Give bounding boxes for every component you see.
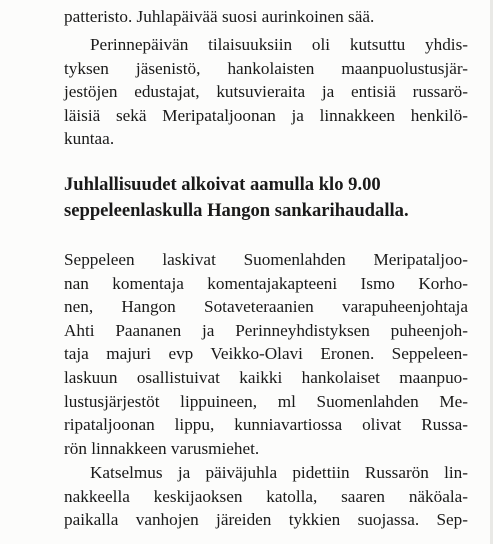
text-line: taja majuri evp Veikko-Olavi Eronen. Seppeleen-: [64, 344, 468, 364]
paragraph-review: [64, 461, 468, 532]
text-line: Seppeleen laskivat Suomenlahden Meripataljoo-: [64, 250, 468, 269]
text-line: Ahti Paananen ja Perinneyhdistyksen puheenjoh-: [64, 320, 468, 340]
paragraph-end-previous: [64, 5, 468, 29]
text-line: nan komentaja komentajakapteeni Ismo Korho-: [64, 273, 468, 293]
section-heading: [64, 172, 468, 223]
text-line: ripataljoonan lippu, kunniavartiossa olivat Russa-: [64, 415, 468, 435]
text-line: rön linnakkeen varusmiehet.: [64, 438, 260, 458]
text-line: Katselmus ja päiväjuhla pidettiin Russarön lin-: [90, 463, 468, 482]
text-line: nakkeella keskijaoksen katolla, saaren näköala-: [64, 486, 468, 506]
text-line: laskuun osallistuivat kaikki hankolaiset maanpuo-: [64, 367, 468, 387]
text-line: kuntaa.: [64, 129, 115, 149]
text-line: patteristo. Juhlapäivää suosi aurinkoinen sää.: [64, 7, 375, 26]
heading-line: seppeleenlaskulla Hangon sankarihaudalla.: [64, 199, 409, 221]
text-line: Perinnepäivän tilaisuuksiin oli kutsuttu yhdis-: [90, 35, 468, 54]
heading-line: Juhlallisuudet alkoivat aamulla klo 9.00: [64, 174, 381, 195]
text-line: jestöjen edustajat, kutsuvieraita ja entisiä russarö-: [64, 82, 468, 102]
paragraph-invitees: [64, 33, 468, 151]
text-line: nen, Hangon Sotaveteraanien varapuheenjohtaja: [64, 297, 468, 317]
text-line: tyksen jäsenistö, hankolaisten maanpuolustusjär-: [64, 58, 468, 78]
text-line: läisiä sekä Meripataljoonan ja linnakkeen henkilö-: [64, 105, 468, 125]
text-line: paikalla vanhojen järeiden tykkien suojassa. Sep-: [64, 510, 468, 530]
text-line: lustusjärjestöt lippuineen, ml Suomenlahden Me-: [64, 391, 468, 411]
paragraph-wreath-laying: [64, 248, 468, 460]
